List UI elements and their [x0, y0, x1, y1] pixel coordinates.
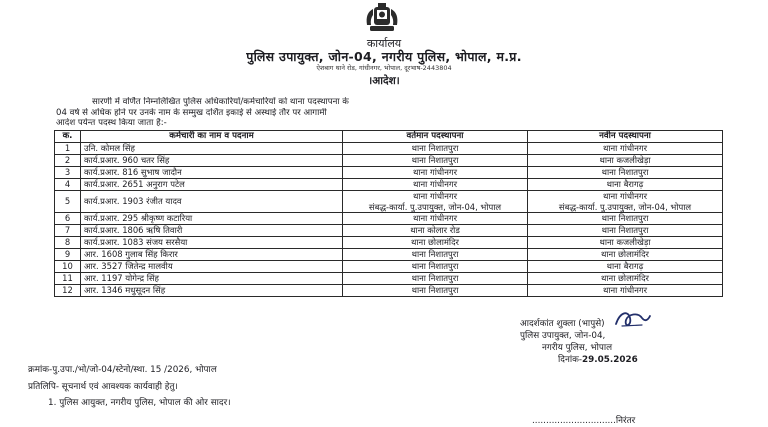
- intro-line-1: सारणी में वर्णित निम्नलिखित पुलिस अधिकारियों/कर्मचारियों को थाना पदस्थापना के: [92, 97, 349, 107]
- row-serial: 2: [55, 155, 81, 167]
- row-new-posting: थाना निशातपुरा: [528, 167, 723, 179]
- new-posting-line-1: थाना गांधीनगर: [603, 191, 647, 201]
- row-new-posting: थाना निशातपुरा: [528, 225, 723, 237]
- row-current-posting: थाना निशातपुरा: [343, 249, 528, 261]
- copy-to-item-1: 1. पुलिस आयुक्त, नगरीय पुलिस, भोपाल की ओर सादर।: [48, 398, 231, 408]
- row-serial: 12: [55, 285, 81, 297]
- reference-number: क्रमांक-पु.उपा./भो/जो-04/स्टेनो/स्था. 15 /2026, भोपाल: [28, 365, 217, 375]
- row-serial: 5: [55, 191, 81, 213]
- row-new-posting: थाना बैरागढ़: [528, 179, 723, 191]
- copy-to-label: प्रतिलिपि- सूचनार्थ एवं आवश्यक कार्यवाही हेतु।: [28, 382, 178, 392]
- col-header-name: कर्मचारी का नाम व पदनाम: [81, 131, 343, 143]
- table-row: [55, 261, 723, 273]
- date-value: 29.05.2026: [582, 355, 638, 365]
- table-row: [55, 225, 723, 237]
- current-posting-line-2: संबद्ध-कार्या. पु.उपायुक्त, जोन-04, भोपाल: [368, 201, 502, 212]
- row-current-posting: [343, 191, 528, 213]
- table-row: [55, 179, 723, 191]
- table-row: [55, 167, 723, 179]
- table-row: [55, 237, 723, 249]
- row-current-posting: थाना गांधीनगर: [343, 213, 528, 225]
- office-label: कार्यालय: [366, 37, 402, 50]
- table-row: [55, 285, 723, 297]
- row-current-posting: थाना कोलार रोड: [343, 225, 528, 237]
- signatory-name: आदर्शकांत शुक्ला (भापुसे): [520, 319, 605, 329]
- row-serial: 10: [55, 261, 81, 273]
- row-new-posting: थाना गांधीनगर: [528, 143, 723, 155]
- row-employee-name: आर. 1197 योगेन्द्र सिंह: [81, 273, 343, 285]
- row-employee-name: कार्य.प्रआर. 1083 संजय सरसैया: [81, 237, 343, 249]
- col-header-new-posting: नवीन पदस्थापना: [528, 131, 723, 143]
- row-employee-name: कार्य.प्रआर. 1806 ऋषि तिवारी: [81, 225, 343, 237]
- col-header-serial: क.: [55, 131, 81, 143]
- row-serial: 4: [55, 179, 81, 191]
- row-new-posting: [528, 191, 723, 213]
- row-employee-name: कार्य.प्रआर. 1903 रंजीत यादव: [81, 191, 343, 213]
- row-current-posting: थाना निशातपुरा: [343, 285, 528, 297]
- row-employee-name: कार्य.प्रआर. 960 चतर सिंह: [81, 155, 343, 167]
- row-employee-name: आर. 1346 मधुसूदन सिंह: [81, 285, 343, 297]
- row-current-posting: थाना छोलामंदिर: [343, 237, 528, 249]
- row-new-posting: थाना कजलीखेड़ा: [528, 155, 723, 167]
- signatory-unit: नगरीय पुलिस, भोपाल: [542, 343, 613, 353]
- signature-date: [520, 354, 750, 366]
- row-employee-name: उनि. कोमल सिंह: [81, 143, 343, 155]
- row-current-posting: थाना गांधीनगर: [343, 167, 528, 179]
- signatory-designation: पुलिस उपायुक्त, जोन-04,: [520, 331, 606, 341]
- row-serial: 1: [55, 143, 81, 155]
- new-posting-line-2: संबद्ध-कार्या. पु.उपायुक्त, जोन-04, भोपाल: [558, 201, 692, 212]
- row-employee-name: कार्य.प्रआर. 2651 अनुराग पटेल: [81, 179, 343, 191]
- row-new-posting: थाना बैरागढ़: [528, 261, 723, 273]
- table-row: [55, 213, 723, 225]
- current-posting-line-1: थाना गांधीनगर: [413, 191, 457, 201]
- police-emblem-icon: [361, 3, 403, 35]
- table-row: [55, 155, 723, 167]
- date-label: दिनांक-: [558, 355, 583, 365]
- intro-paragraph: [56, 97, 726, 129]
- intro-line-2: 04 वर्ष से अधिक होने पर उनके नाम के सम्मुख दर्शित इकाई से अस्थाई तौर पर आगामी: [56, 107, 327, 118]
- row-employee-name: कार्य.प्रआर. 816 सुभाष जादौन: [81, 167, 343, 179]
- row-employee-name: कार्य.प्रआर. 295 श्रीकृष्ण कटारिया: [81, 213, 343, 225]
- copy-to-heading: [28, 380, 178, 392]
- row-current-posting: थाना निशातपुरा: [343, 273, 528, 285]
- row-new-posting: थाना कजलीखेड़ा: [528, 237, 723, 249]
- row-current-posting: थाना निशातपुरा: [343, 155, 528, 167]
- row-serial: 11: [55, 273, 81, 285]
- row-serial: 8: [55, 237, 81, 249]
- row-serial: 7: [55, 225, 81, 237]
- row-employee-name: आर. 1608 गुलाब सिंह किरार: [81, 249, 343, 261]
- table-row: [55, 249, 723, 261]
- row-new-posting: थाना निशातपुरा: [528, 213, 723, 225]
- continued-marker: ..............................निरंतर: [532, 416, 636, 426]
- col-header-current-posting: वर्तमान पदस्थापना: [343, 131, 528, 143]
- transfer-table: [54, 130, 723, 297]
- row-serial: 9: [55, 249, 81, 261]
- row-employee-name: आर. 3527 जितेन्द्र मालवीय: [81, 261, 343, 273]
- row-current-posting: थाना गांधीनगर: [343, 179, 528, 191]
- row-new-posting: थाना छोलामंदिर: [528, 273, 723, 285]
- table-row: [55, 143, 723, 155]
- row-serial: 6: [55, 213, 81, 225]
- order-title: ।आदेश।: [368, 75, 400, 87]
- department-title: पुलिस उपायुक्त, जोन-04, नगरीय पुलिस, भोपाल, म.प्र.: [246, 49, 522, 64]
- row-current-posting: थाना निशातपुरा: [343, 261, 528, 273]
- row-serial: 3: [55, 167, 81, 179]
- table-row: [55, 273, 723, 285]
- signature-block: [520, 318, 750, 366]
- table-row: [55, 191, 723, 213]
- row-current-posting: थाना निशातपुरा: [343, 143, 528, 155]
- intro-line-3: आदेश पर्यन्त पदस्थ किया जाता है:-: [56, 118, 167, 129]
- row-new-posting: थाना गांधीनगर: [528, 285, 723, 297]
- office-address: ऐशबाग थाने रोड, गांधीनगर, भोपाल, दूरभाष-2443804: [316, 64, 452, 72]
- table-header-row: [55, 131, 723, 143]
- row-new-posting: थाना छोलामंदिर: [528, 249, 723, 261]
